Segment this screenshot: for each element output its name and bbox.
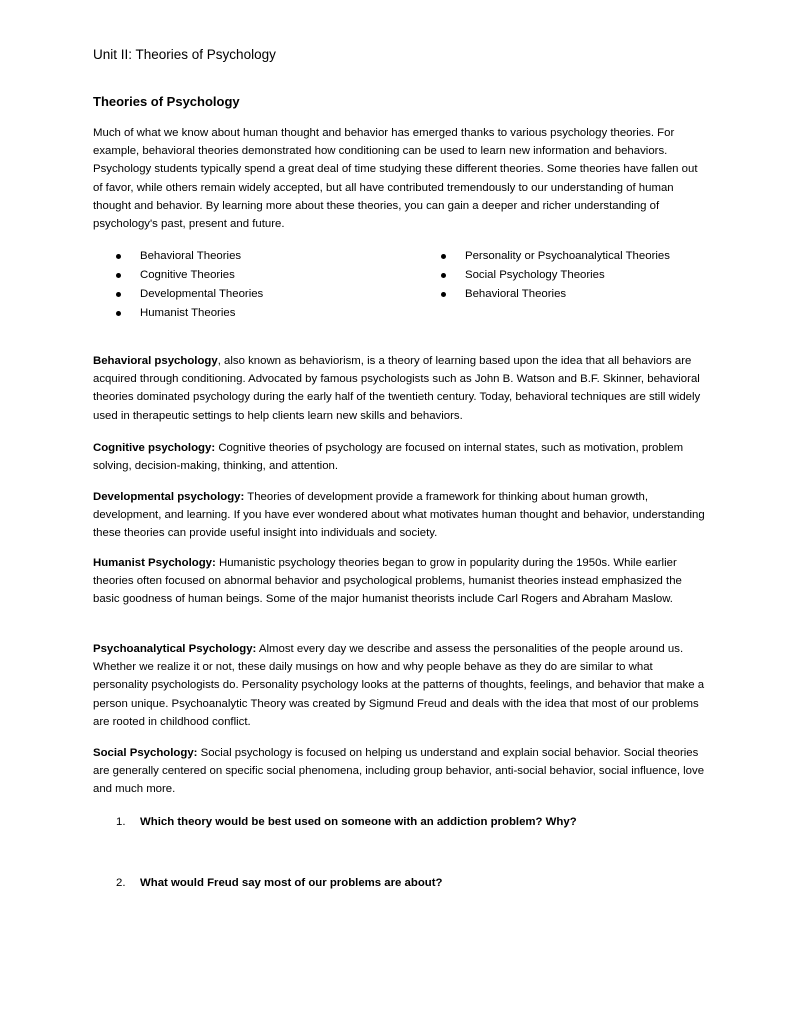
bullet-icon	[116, 254, 121, 259]
section-term: Humanist Psychology:	[93, 557, 216, 569]
list-item: Social Psychology Theories	[441, 266, 670, 285]
section-behavioral: Behavioral psychology, also known as behaviorism, is a theory of learning based upon the idea that all behaviors are acquired through conditioning. Advocated by famous psychologists such as John B. Watson and B.F. Skinner, behavioral theories dominated psychology during the early half of the twentieth century. Today, behavioral techniques are still widely used in therapeutic settings to help clients learn new skills and behaviors.	[93, 355, 701, 422]
theory-list-right	[441, 247, 670, 304]
question-text: What would Freud say most of our problems are about?	[140, 877, 443, 889]
section-term: Psychoanalytical Psychology:	[93, 643, 257, 655]
section-developmental: Developmental psychology: Theories of development provide a framework for thinking about human growth, development, and learning. If you have ever wondered about what motivates human thought and behavior, understanding these theories can provide useful insight into individuals and society.	[93, 491, 705, 540]
question-text: Which theory would be best used on someone with an addiction problem? Why?	[140, 816, 577, 828]
section-social: Social Psychology: Social psychology is focused on helping us understand and explain social behavior. Social theories are generally centered on specific social phenomena, including group behavior, anti-social behavior, social influence, love and much more.	[93, 747, 705, 796]
theory-list-left	[116, 247, 263, 323]
section-psychoanalytical: Psychoanalytical Psychology: Almost every day we describe and assess the personalities of the people around us. Whether we realize it or not, these daily musings on how and why people behave as they do are similar to what personality psychologists do. Personality psychology looks at the patterns of thoughts, feelings, and behavior that make a person unique. Psychoanalytic Theory was created by Sigmund Freud and deals with the idea that most of our problems are rooted in childhood conflict.	[93, 643, 705, 728]
document-title: Theories of Psychology	[93, 94, 240, 109]
bullet-icon	[441, 292, 446, 297]
bullet-icon	[116, 311, 121, 316]
question-2	[116, 874, 443, 892]
bullet-icon	[441, 254, 446, 259]
intro-paragraph: Much of what we know about human thought and behavior has emerged thanks to various psychology theories. For example, behavioral theories demonstrated how conditioning can be used to learn new information and behaviors. Psychology students typically spend a great deal of time studying these different theories. Some theories have fallen out of favor, while others remain widely accepted, but all have contributed tremendously to our understanding of human thought and behavior. By learning more about these theories, you can gain a deeper and richer understanding of psychology's past, present and future.	[93, 127, 698, 231]
list-item: Humanist Theories	[116, 304, 263, 323]
bullet-icon	[116, 292, 121, 297]
question-number: 2.	[116, 877, 126, 889]
page-header: Unit II: Theories of Psychology	[93, 47, 276, 62]
section-term: Cognitive psychology:	[93, 442, 216, 454]
bullet-icon	[116, 273, 121, 278]
section-term: Behavioral psychology	[93, 355, 218, 367]
list-item: Cognitive Theories	[116, 266, 263, 285]
section-humanist: Humanist Psychology: Humanistic psychology theories began to grow in popularity during the 1950s. While earlier theories often focused on abnormal behavior and psychological problems, humanist theories instead emphasized the basic goodness of human beings. Some of the major humanist theorists include Carl Rogers and Abraham Maslow.	[93, 557, 682, 606]
section-cognitive: Cognitive psychology: Cognitive theories of psychology are focused on internal states, such as motivation, problem solving, decision-making, thinking, and attention.	[93, 442, 684, 473]
bullet-icon	[441, 273, 446, 278]
list-item: Developmental Theories	[116, 285, 263, 304]
section-term: Developmental psychology:	[93, 491, 245, 503]
list-item: Behavioral Theories	[441, 285, 670, 304]
section-term: Social Psychology:	[93, 747, 198, 759]
question-number: 1.	[116, 816, 126, 828]
list-item: Behavioral Theories	[116, 247, 263, 266]
question-1	[116, 813, 577, 831]
list-item: Personality or Psychoanalytical Theories	[441, 247, 670, 266]
